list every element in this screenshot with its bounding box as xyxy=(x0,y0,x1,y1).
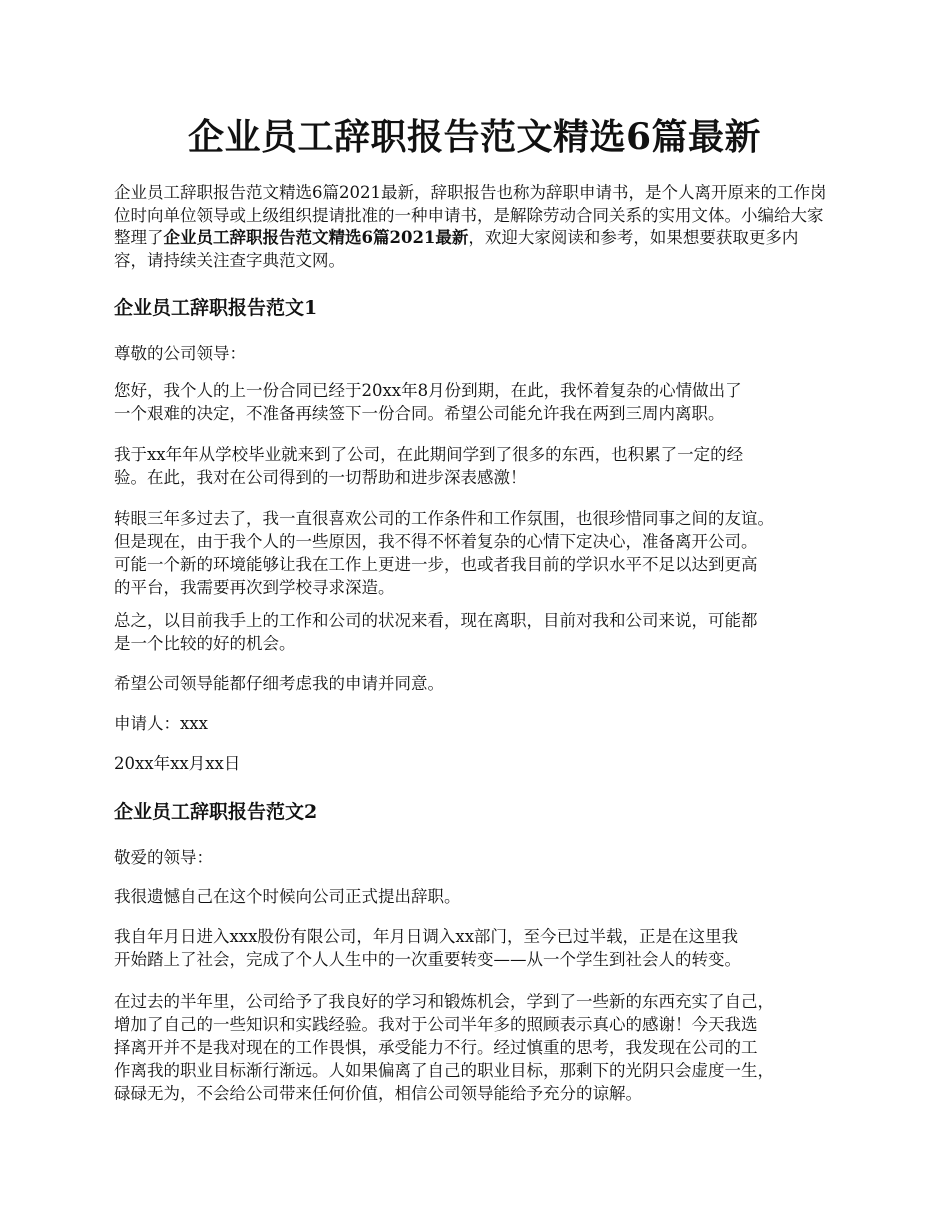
section-1-paragraph-4-line-1: 总之，以目前我手上的工作和公司的状况来看，现在离职，目前对我和公司来说，可能都 xyxy=(114,611,758,630)
section-2-paragraph-3-line-4: 作离我的职业目标渐行渐远。人如果偏离了自己的职业目标，那剩下的光阴只会虚度一生， xyxy=(114,1061,774,1080)
section-2-paragraph-3-line-1: 在过去的半年里，公司给予了我良好的学习和锻炼机会，学到了一些新的东西充实了自己， xyxy=(114,992,774,1011)
section-2-paragraph-1: 我很遗憾自己在这个时候向公司正式提出辞职。 xyxy=(114,887,461,906)
section-1-date: 20xx年xx月xx日 xyxy=(114,754,241,773)
section-1-paragraph-2-line-1: 我于xx年年从学校毕业就来到了公司，在此期间学到了很多的东西，也积累了一定的经 xyxy=(114,445,744,464)
intro-paragraph xyxy=(114,182,830,272)
section-1-greeting: 尊敬的公司领导： xyxy=(114,344,246,363)
section-2-paragraph-3-line-3: 择离开并不是我对现在的工作畏惧，承受能力不行。经过慎重的思考，我发现在公司的工 xyxy=(114,1038,758,1057)
section-1-paragraph-3-line-2: 但是现在，由于我个人的一些原因，我不得不怀着复杂的心情下定决心，准备离开公司。 xyxy=(114,532,758,551)
section-2-paragraph-3-line-5: 碌碌无为，不会给公司带来任何价值，相信公司领导能给予充分的谅解。 xyxy=(114,1084,642,1103)
section-2-paragraph-2-line-1: 我自年月日进入xxx股份有限公司，年月日调入xx部门，至今已过半载，正是在这里我 xyxy=(114,927,739,946)
document-title: 企业员工辞职报告范文精选6篇最新 xyxy=(187,116,762,158)
section-1-paragraph-1-line-2: 一个艰难的决定，不准备再续签下一份合同。希望公司能允许我在两到三周内离职。 xyxy=(114,404,725,423)
section-1-heading: 企业员工辞职报告范文1 xyxy=(114,297,318,319)
section-1-paragraph-5: 希望公司领导能都仔细考虑我的申请并同意。 xyxy=(114,674,444,693)
section-1-paragraph-3-line-1: 转眼三年多过去了，我一直很喜欢公司的工作条件和工作氛围，也很珍惜同事之间的友谊。 xyxy=(114,509,774,528)
intro-text-1: 企业员工辞职报告范文精选6篇2021最新，辞职报告也称为辞职申请书，是个人离开原来的工作岗位时向单位领导或上级组织提请批准的一种申请书，是解除劳动合同关系的实用文体。小编给大家整理了 xyxy=(114,183,827,247)
intro-text-2: ，欢迎大家阅读和参考，如果想要获取更多内容，请持续关注查字典范文网。 xyxy=(114,228,799,270)
section-1-paragraph-4-line-2: 是一个比较的好的机会。 xyxy=(114,634,296,653)
section-1-paragraph-2-line-2: 验。在此，我对在公司得到的一切帮助和进步深表感激！ xyxy=(114,468,527,487)
section-1-paragraph-3-line-4: 的平台，我需要再次到学校寻求深造。 xyxy=(114,578,395,597)
section-2-greeting: 敬爱的领导： xyxy=(114,848,213,867)
section-1-applicant: 申请人：xxx xyxy=(114,714,208,733)
section-2-heading: 企业员工辞职报告范文2 xyxy=(114,801,318,823)
section-2-paragraph-2-line-2: 开始踏上了社会，完成了个人人生中的一次重要转变——从一个学生到社会人的转变。 xyxy=(114,950,741,969)
intro-bold-text: 企业员工辞职报告范文精选6篇2021最新 xyxy=(163,228,469,247)
section-1-paragraph-1-line-1: 您好，我个人的上一份合同已经于20xx年8月份到期，在此，我怀着复杂的心情做出了 xyxy=(114,381,742,400)
section-2-paragraph-3-line-2: 增加了自己的一些知识和实践经验。我对于公司半年多的照顾表示真心的感谢！今天我选 xyxy=(114,1015,758,1034)
section-1-paragraph-3-line-3: 可能一个新的环境能够让我在工作上更进一步，也或者我目前的学识水平不足以达到更高 xyxy=(114,555,758,574)
